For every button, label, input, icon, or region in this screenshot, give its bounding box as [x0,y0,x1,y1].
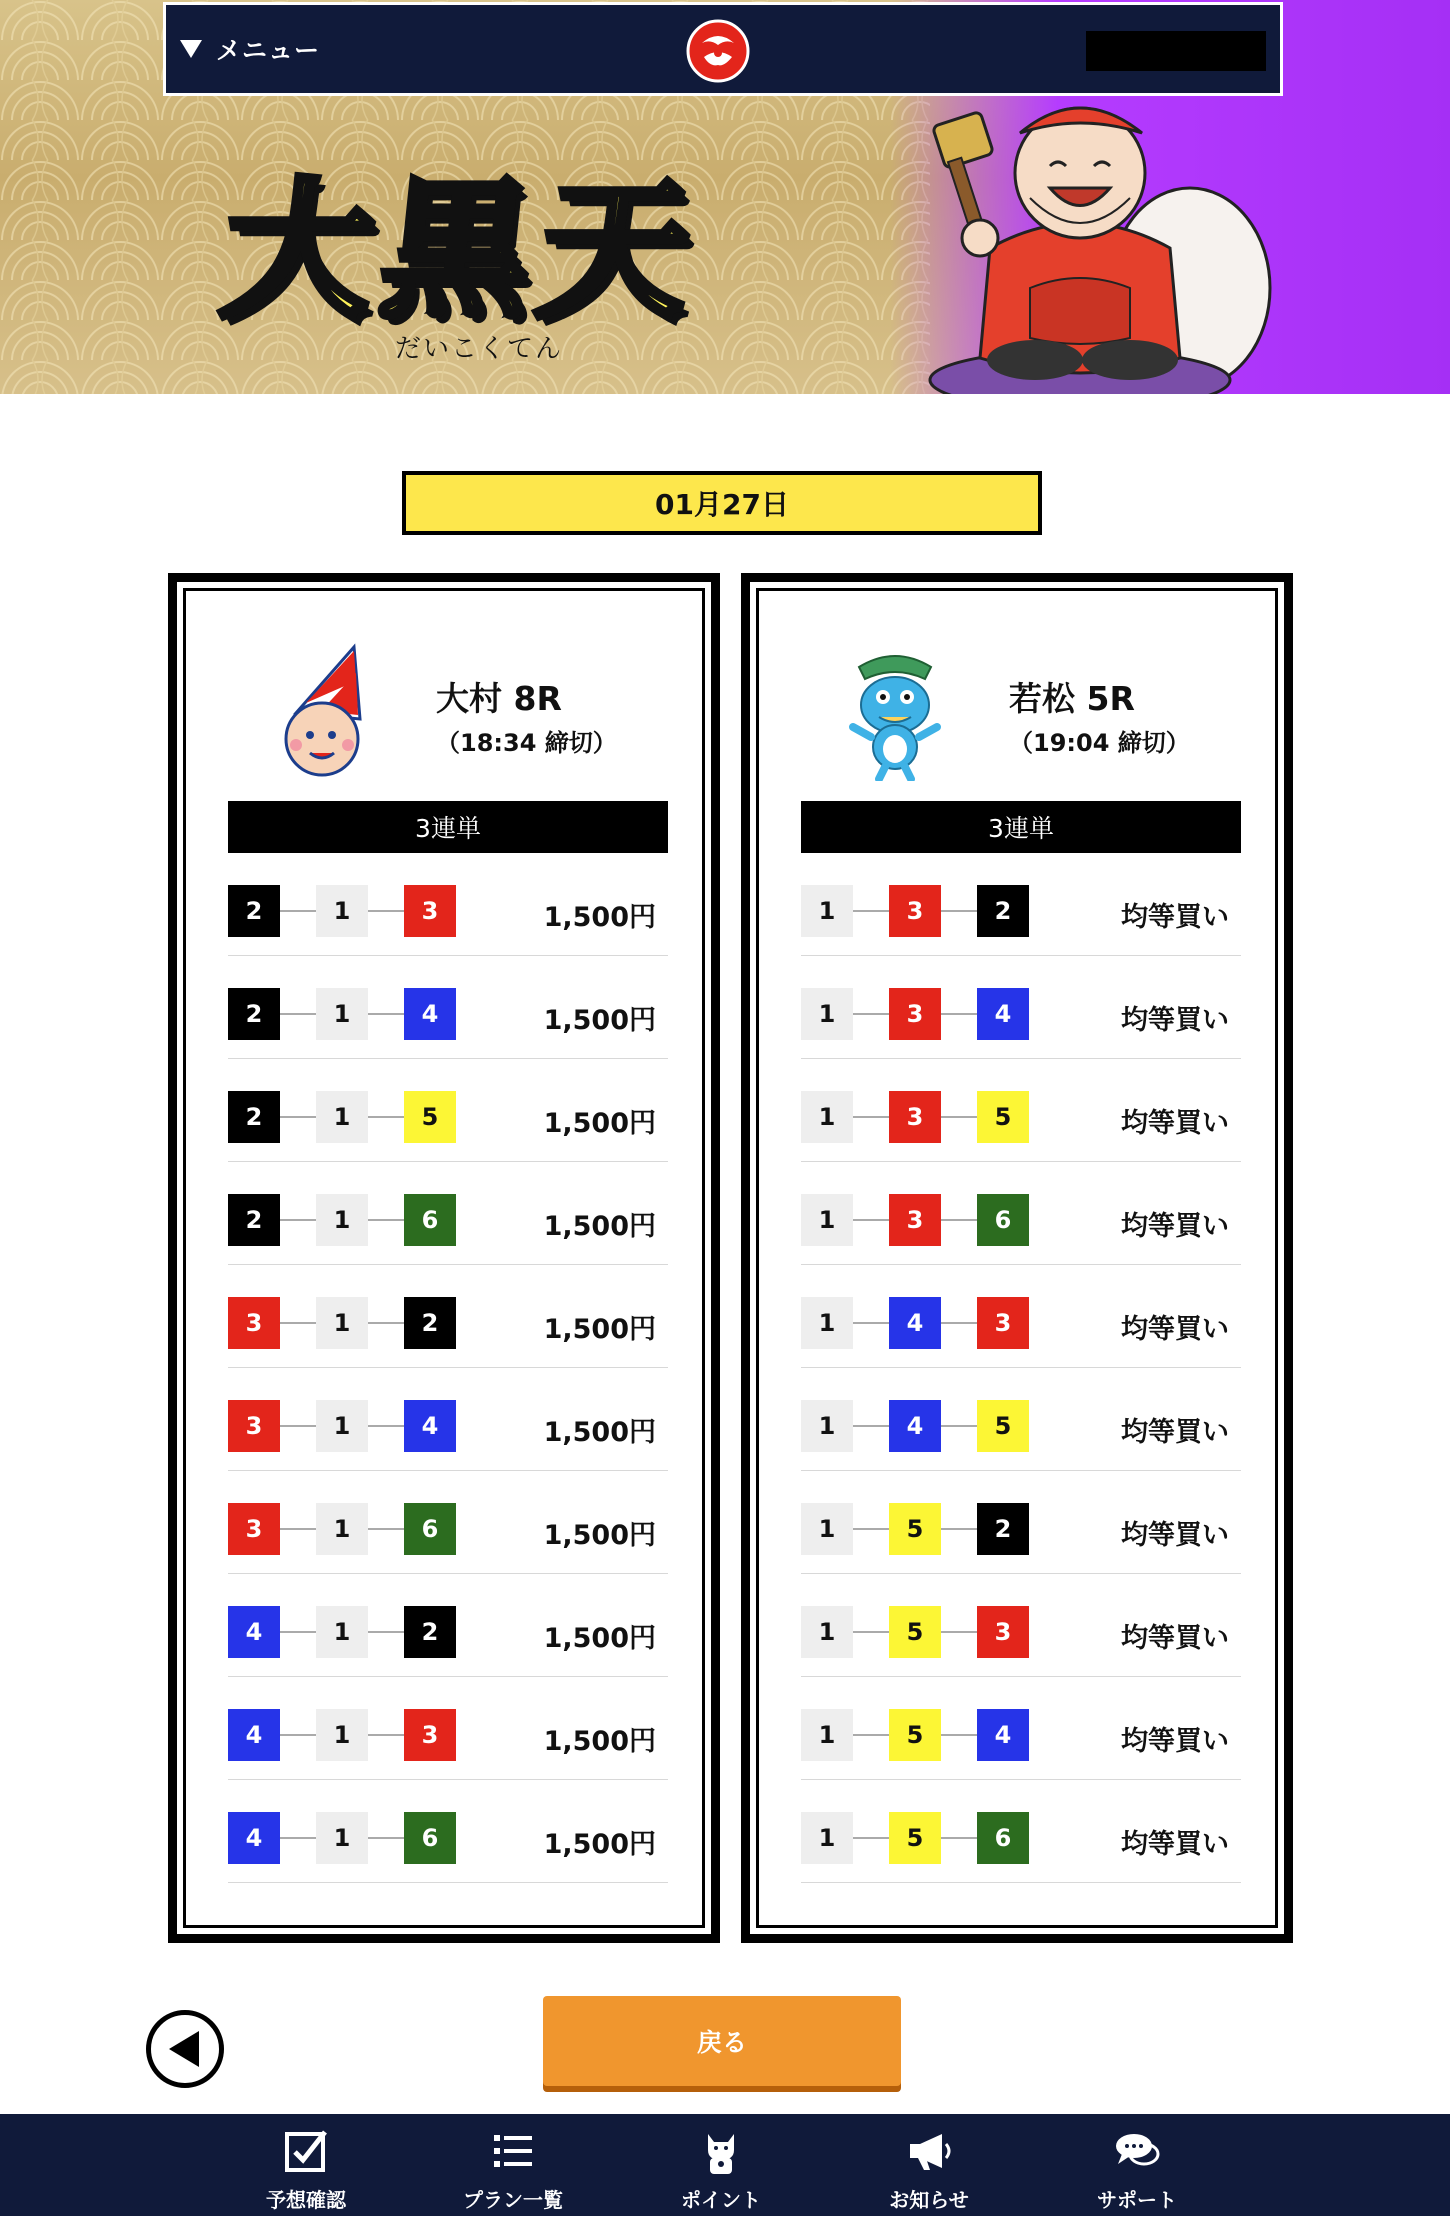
nav-label: お知らせ [889,2188,969,2212]
page-title-reading: だいこくてん [395,334,564,364]
menu-toggle-button[interactable] [180,31,320,67]
trifecta-combination [228,1400,456,1452]
boat-number-badge: 2 [228,1194,280,1246]
list-icon [488,2126,538,2176]
combo-separator [368,1734,404,1736]
combo-separator [853,1528,889,1530]
combo-separator [853,1322,889,1324]
bet-amount: 均等買い [1121,1314,1229,1345]
race-card-header [759,591,1275,811]
bet-row [801,1162,1241,1265]
bet-list [228,853,668,1883]
bet-amount: 均等買い [1121,1417,1229,1448]
boat-number-badge: 3 [889,1091,941,1143]
boat-number-badge: 1 [801,1400,853,1452]
bet-row [228,1574,668,1677]
combo-separator [280,1425,316,1427]
combo-separator [280,1528,316,1530]
bet-amount: 均等買い [1121,1520,1229,1551]
boat-number-badge: 3 [977,1606,1029,1658]
boat-number-badge: 1 [801,1503,853,1555]
trifecta-combination [801,1194,1029,1246]
boat-number-badge: 1 [316,1709,368,1761]
bet-row [801,1471,1241,1574]
boat-number-badge: 6 [977,1812,1029,1864]
bet-row [801,1780,1241,1883]
bet-amount: 均等買い [1121,902,1229,933]
bet-amount: 1,500円 [543,1108,656,1139]
trifecta-combination [228,885,456,937]
trifecta-combination [801,1091,1029,1143]
combo-separator [941,1837,977,1839]
bet-row [801,1677,1241,1780]
bet-row [228,956,668,1059]
combo-separator [941,1219,977,1221]
boat-number-badge: 5 [889,1503,941,1555]
triangle-left-icon [169,2031,199,2067]
trifecta-combination [228,1503,456,1555]
combo-separator [941,1528,977,1530]
venue-name: 若松 5R [1009,679,1135,718]
boat-number-badge: 1 [316,885,368,937]
bet-amount: 1,500円 [543,1520,656,1551]
combo-separator [368,1631,404,1633]
lucky-cat-icon [696,2126,746,2176]
boat-number-badge: 4 [889,1400,941,1452]
boat-number-badge: 3 [228,1297,280,1349]
trifecta-combination [228,988,456,1040]
bet-row [228,1162,668,1265]
boat-number-badge: 2 [228,1091,280,1143]
combo-separator [941,910,977,912]
race-card-inner-border [183,588,705,1928]
date-label: 01月27日 [402,471,1042,535]
trifecta-combination [801,1606,1029,1658]
boat-number-badge: 4 [889,1297,941,1349]
boat-number-badge: 6 [404,1503,456,1555]
trifecta-combination [228,1709,456,1761]
boat-number-badge: 2 [404,1297,456,1349]
combo-separator [280,1116,316,1118]
boat-number-badge: 3 [404,1709,456,1761]
combo-separator [853,1219,889,1221]
race-card-wakamatsu [741,573,1293,1943]
back-button[interactable]: 戻る [543,1996,901,2086]
bet-amount: 均等買い [1121,1623,1229,1654]
trifecta-combination [228,1194,456,1246]
combo-separator [368,1425,404,1427]
boat-number-badge: 1 [316,988,368,1040]
header-banner [0,0,1450,394]
bet-amount: 1,500円 [543,1829,656,1860]
combo-separator [941,1013,977,1015]
combo-separator [280,1219,316,1221]
combo-separator [853,1013,889,1015]
combo-separator [853,1631,889,1633]
combo-separator [941,1116,977,1118]
bet-row [228,853,668,956]
boat-number-badge: 2 [404,1606,456,1658]
trifecta-combination [228,1606,456,1658]
boat-number-badge: 1 [801,1812,853,1864]
combo-separator [368,1013,404,1015]
boat-number-badge: 3 [889,1194,941,1246]
bet-row [801,853,1241,956]
race-card-inner-border [756,588,1278,1928]
boat-number-badge: 4 [228,1606,280,1658]
bet-row [228,1368,668,1471]
boat-number-badge: 1 [316,1194,368,1246]
combo-separator [280,910,316,912]
footer-nav [0,2114,1450,2216]
combo-separator [853,910,889,912]
triangle-down-icon [180,40,202,58]
boat-number-badge: 3 [228,1503,280,1555]
back-arrow-button[interactable] [146,2010,224,2088]
bet-amount: 1,500円 [543,1211,656,1242]
omura-mascot-icon [266,641,378,781]
boat-number-badge: 4 [977,1709,1029,1761]
combo-separator [853,1425,889,1427]
trifecta-combination [801,1503,1029,1555]
combo-separator [280,1322,316,1324]
trifecta-combination [801,885,1029,937]
bet-amount: 1,500円 [543,1417,656,1448]
bet-row [801,1265,1241,1368]
bet-type-header: 3連単 [801,801,1241,853]
boat-number-badge: 5 [889,1606,941,1658]
boat-number-badge: 6 [404,1812,456,1864]
combo-separator [368,910,404,912]
combo-separator [280,1631,316,1633]
boat-number-badge: 1 [801,1091,853,1143]
boat-number-badge: 1 [801,988,853,1040]
boat-number-badge: 3 [404,885,456,937]
combo-separator [368,1219,404,1221]
bet-row [228,1059,668,1162]
bet-row [801,956,1241,1059]
wakamatsu-mascot-icon [839,641,951,781]
boat-number-badge: 1 [316,1400,368,1452]
trifecta-combination [228,1297,456,1349]
bet-amount: 均等買い [1121,1211,1229,1242]
boat-number-badge: 1 [316,1812,368,1864]
boat-number-badge: 1 [316,1091,368,1143]
nav-item-plans[interactable] [433,2114,593,2216]
boat-number-badge: 4 [228,1709,280,1761]
race-card-omura [168,573,720,1943]
combo-separator [853,1837,889,1839]
nav-item-support[interactable] [1057,2114,1217,2216]
bet-amount: 1,500円 [543,1726,656,1757]
bet-amount: 均等買い [1121,1829,1229,1860]
boat-number-badge: 1 [801,1606,853,1658]
combo-separator [368,1322,404,1324]
bet-row [228,1265,668,1368]
boat-number-badge: 1 [316,1503,368,1555]
boat-number-badge: 5 [977,1091,1029,1143]
boat-number-badge: 1 [316,1297,368,1349]
combo-separator [280,1013,316,1015]
bet-amount: 1,500円 [543,1623,656,1654]
boat-number-badge: 2 [977,885,1029,937]
boat-number-badge: 6 [977,1194,1029,1246]
daikokuten-mascot-illustration [880,88,1280,394]
boat-number-badge: 1 [316,1606,368,1658]
trifecta-combination [801,1709,1029,1761]
site-logo-icon[interactable] [686,19,750,83]
bet-list [801,853,1241,1883]
boat-number-badge: 2 [977,1503,1029,1555]
venue-name: 大村 8R [436,679,562,718]
bet-amount: 均等買い [1121,1005,1229,1036]
nav-item-points[interactable] [641,2114,801,2216]
boat-number-badge: 4 [977,988,1029,1040]
bet-amount: 1,500円 [543,902,656,933]
race-deadline: （19:04 締切） [1009,729,1190,757]
combo-separator [368,1837,404,1839]
nav-item-forecast[interactable] [226,2114,386,2216]
combo-separator [941,1631,977,1633]
bet-row [228,1471,668,1574]
boat-number-badge: 4 [228,1812,280,1864]
checkbox-icon [281,2126,331,2176]
trifecta-combination [801,1812,1029,1864]
race-card-header [186,591,702,811]
boat-number-badge: 6 [404,1194,456,1246]
trifecta-combination [801,1297,1029,1349]
combo-separator [280,1734,316,1736]
bet-row [801,1059,1241,1162]
bet-amount: 均等買い [1121,1108,1229,1139]
boat-number-badge: 5 [889,1812,941,1864]
bet-type-header: 3連単 [228,801,668,853]
combo-separator [368,1528,404,1530]
megaphone-icon [904,2126,954,2176]
boat-number-badge: 5 [977,1400,1029,1452]
combo-separator [941,1734,977,1736]
combo-separator [941,1425,977,1427]
bet-row [228,1780,668,1883]
bet-row [801,1574,1241,1677]
boat-number-badge: 5 [889,1709,941,1761]
nav-item-news[interactable] [849,2114,1009,2216]
bet-amount: 1,500円 [543,1005,656,1036]
bet-row [228,1677,668,1780]
boat-number-badge: 4 [404,988,456,1040]
page-title: 大黒天 [214,163,707,339]
trifecta-combination [801,1400,1029,1452]
menu-label: メニュー [216,36,321,65]
combo-separator [368,1116,404,1118]
race-deadline: （18:34 締切） [436,729,617,757]
trifecta-combination [801,988,1029,1040]
trifecta-combination [228,1812,456,1864]
boat-number-badge: 3 [977,1297,1029,1349]
bet-amount: 均等買い [1121,1726,1229,1757]
boat-number-badge: 2 [228,988,280,1040]
boat-number-badge: 3 [228,1400,280,1452]
nav-label: ポイント [681,2188,761,2212]
nav-label: サポート [1097,2188,1177,2212]
boat-number-badge: 4 [404,1400,456,1452]
top-menu-bar [163,2,1283,96]
boat-number-badge: 3 [889,885,941,937]
combo-separator [280,1837,316,1839]
boat-number-badge: 5 [404,1091,456,1143]
nav-label: プラン一覧 [463,2188,563,2212]
combo-separator [853,1734,889,1736]
redacted-user-area [1086,31,1266,71]
nav-label: 予想確認 [266,2188,346,2212]
boat-number-badge: 1 [801,1709,853,1761]
boat-number-badge: 1 [801,1297,853,1349]
bet-amount: 1,500円 [543,1314,656,1345]
combo-separator [941,1322,977,1324]
boat-number-badge: 2 [228,885,280,937]
boat-number-badge: 1 [801,1194,853,1246]
boat-number-badge: 3 [889,988,941,1040]
boat-number-badge: 1 [801,885,853,937]
trifecta-combination [228,1091,456,1143]
bet-row [801,1368,1241,1471]
combo-separator [853,1116,889,1118]
chat-bubble-icon [1112,2126,1162,2176]
